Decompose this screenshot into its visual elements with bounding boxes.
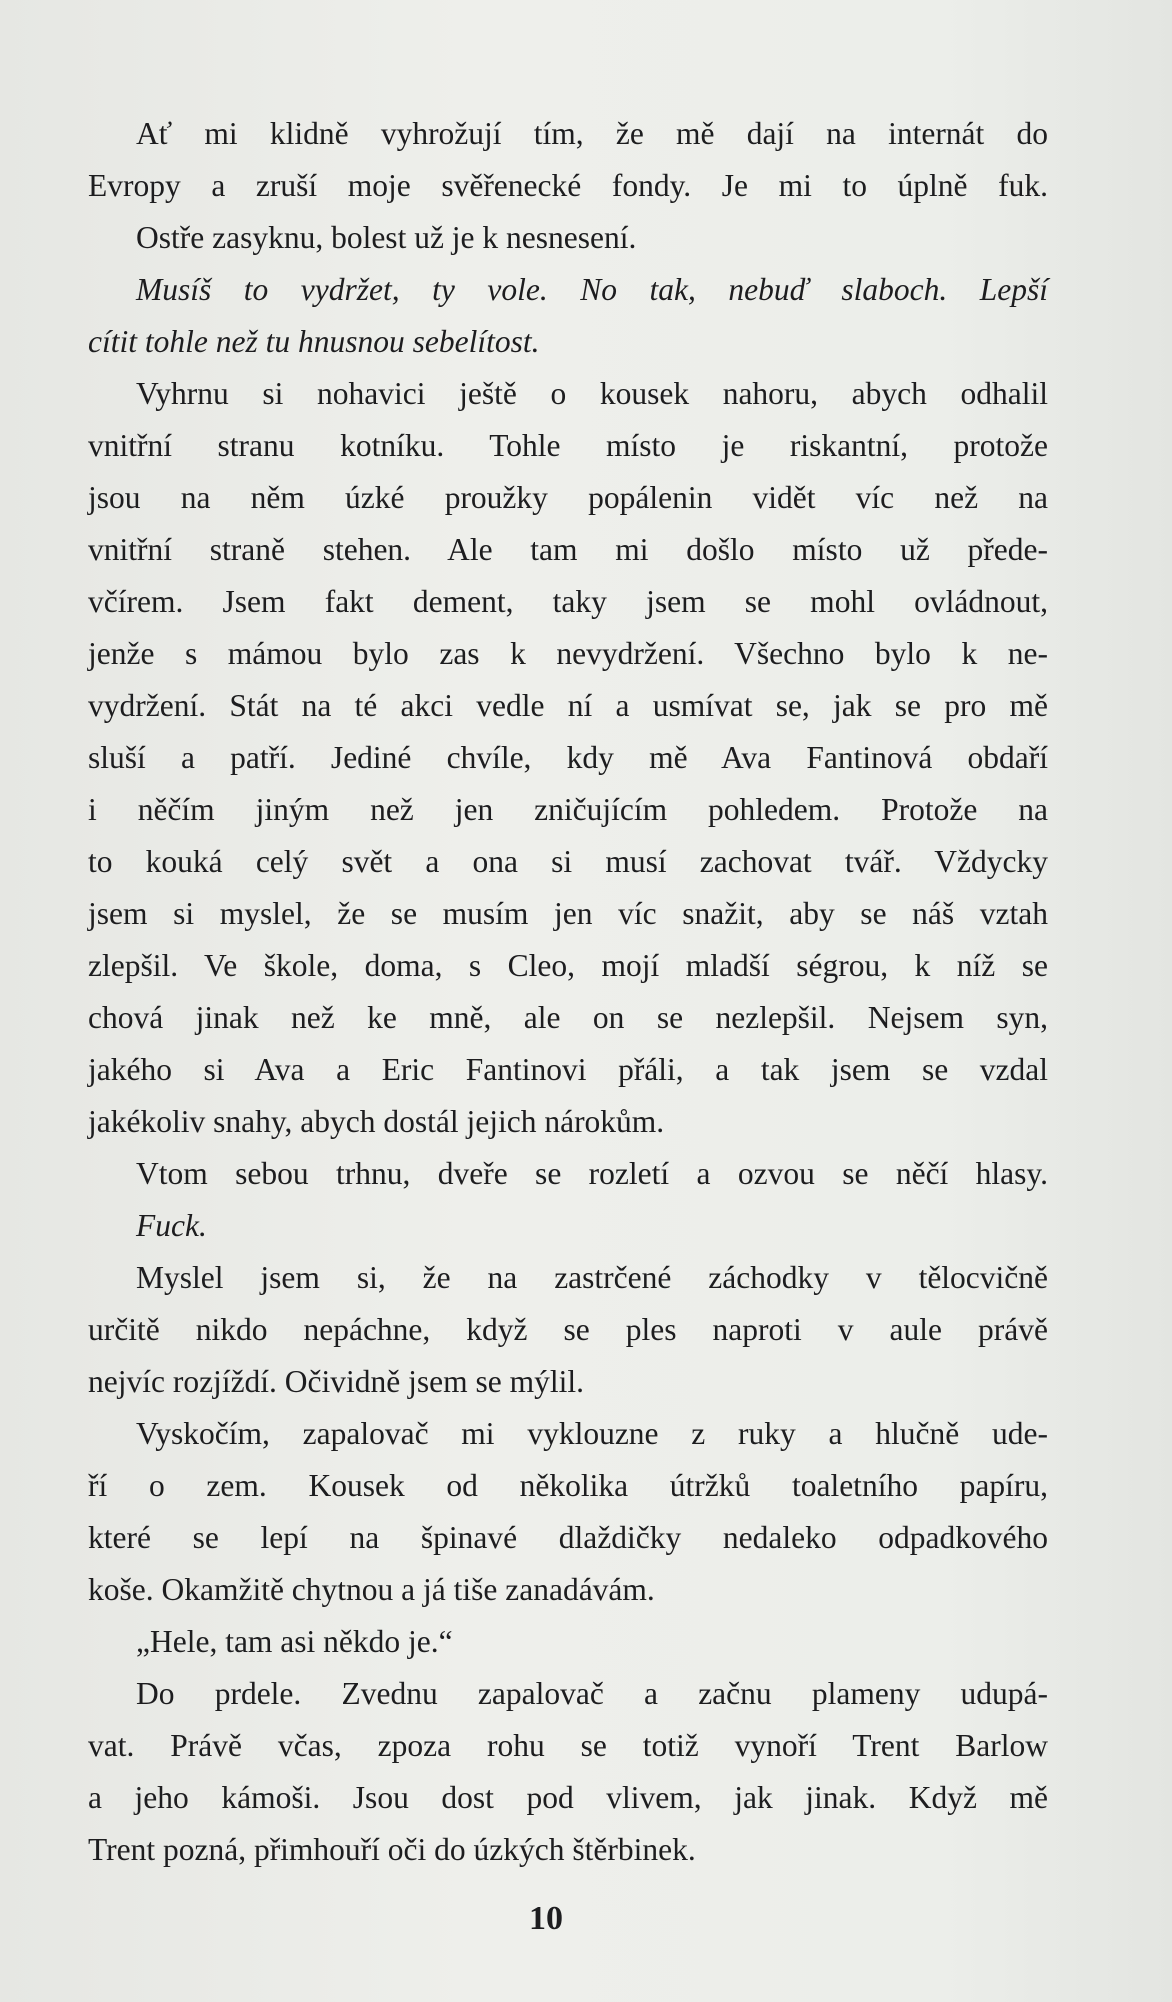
text-line: které se lepí na špinavé dlaždičky nedaleko odpadkového (88, 1520, 1048, 1555)
text-line: Vyskočím, zapalovač mi vyklouzne z ruky a hlučně ude- (136, 1416, 1048, 1451)
text-line: Myslel jsem si, že na zastrčené záchodky v tělocvičně (136, 1260, 1048, 1295)
text-line: vnitřní stranu kotníku. Tohle místo je riskantní, protože (88, 428, 1048, 463)
text-line: Musíš to vydržet, ty vole. No tak, nebuď slaboch. Lepší (136, 272, 1048, 307)
text-line: jakého si Ava a Eric Fantinovi přáli, a tak jsem se vzdal (88, 1052, 1048, 1087)
text-line: jenže s mámou bylo zas k nevydržení. Všechno bylo k ne- (88, 636, 1048, 671)
text-line: zlepšil. Ve škole, doma, s Cleo, mojí mladší ségrou, k níž se (88, 948, 1048, 983)
text-line: chová jinak než ke mně, ale on se nezlepšil. Nejsem syn, (88, 1000, 1048, 1035)
text-line: jsem si myslel, že se musím jen víc snažit, aby se náš vztah (88, 896, 1048, 931)
text-line: a jeho kámoši. Jsou dost pod vlivem, jak jinak. Když mě (88, 1780, 1048, 1815)
text-line: Trent pozná, přimhouří oči do úzkých štěrbinek. (88, 1832, 696, 1867)
text-line: Do prdele. Zvednu zapalovač a začnu plameny udupá- (136, 1676, 1048, 1711)
text-line: cítit tohle než tu hnusnou sebelítost. (88, 324, 540, 359)
text-line: včírem. Jsem fakt dement, taky jsem se mohl ovládnout, (88, 584, 1048, 619)
text-line: i něčím jiným než jen zničujícím pohledem. Protože na (88, 792, 1048, 827)
text-line: koše. Okamžitě chytnou a já tiše zanadávám. (88, 1572, 655, 1607)
text-line: vat. Právě včas, zpoza rohu se totiž vynoří Trent Barlow (88, 1728, 1048, 1763)
text-line: jakékoliv snahy, abych dostál jejich nárokům. (88, 1104, 665, 1139)
page-number: 10 (529, 1900, 563, 1937)
text-line: sluší a patří. Jediné chvíle, kdy mě Ava Fantinová obdaří (88, 740, 1048, 775)
text-line: „Hele, tam asi někdo je.“ (136, 1624, 453, 1659)
text-line: Ať mi klidně vyhrožují tím, že mě dají na internát do (136, 116, 1048, 151)
text-line: Fuck. (136, 1208, 207, 1243)
text-line: Vyhrnu si nohavici ještě o kousek nahoru, abych odhalil (136, 376, 1048, 411)
text-line: Ostře zasyknu, bolest už je k nesnesení. (136, 220, 637, 255)
text-line: Vtom sebou trhnu, dveře se rozletí a ozvou se něčí hlasy. (136, 1156, 1048, 1191)
text-line: to kouká celý svět a ona si musí zachovat tvář. Vždycky (88, 844, 1048, 879)
text-line: vydržení. Stát na té akci vedle ní a usmívat se, jak se pro mě (88, 688, 1048, 723)
text-line: určitě nikdo nepáchne, když se ples naproti v aule právě (88, 1312, 1048, 1347)
text-line: jsou na něm úzké proužky popálenin vidět víc než na (88, 480, 1048, 515)
text-line: vnitřní straně stehen. Ale tam mi došlo místo už přede- (88, 532, 1048, 567)
text-line: nejvíc rozjíždí. Očividně jsem se mýlil. (88, 1364, 585, 1399)
text-line: ří o zem. Kousek od několika útržků toaletního papíru, (88, 1468, 1048, 1503)
text-line: Evropy a zruší moje svěřenecké fondy. Je mi to úplně fuk. (88, 168, 1048, 203)
body-text (88, 108, 1048, 1876)
